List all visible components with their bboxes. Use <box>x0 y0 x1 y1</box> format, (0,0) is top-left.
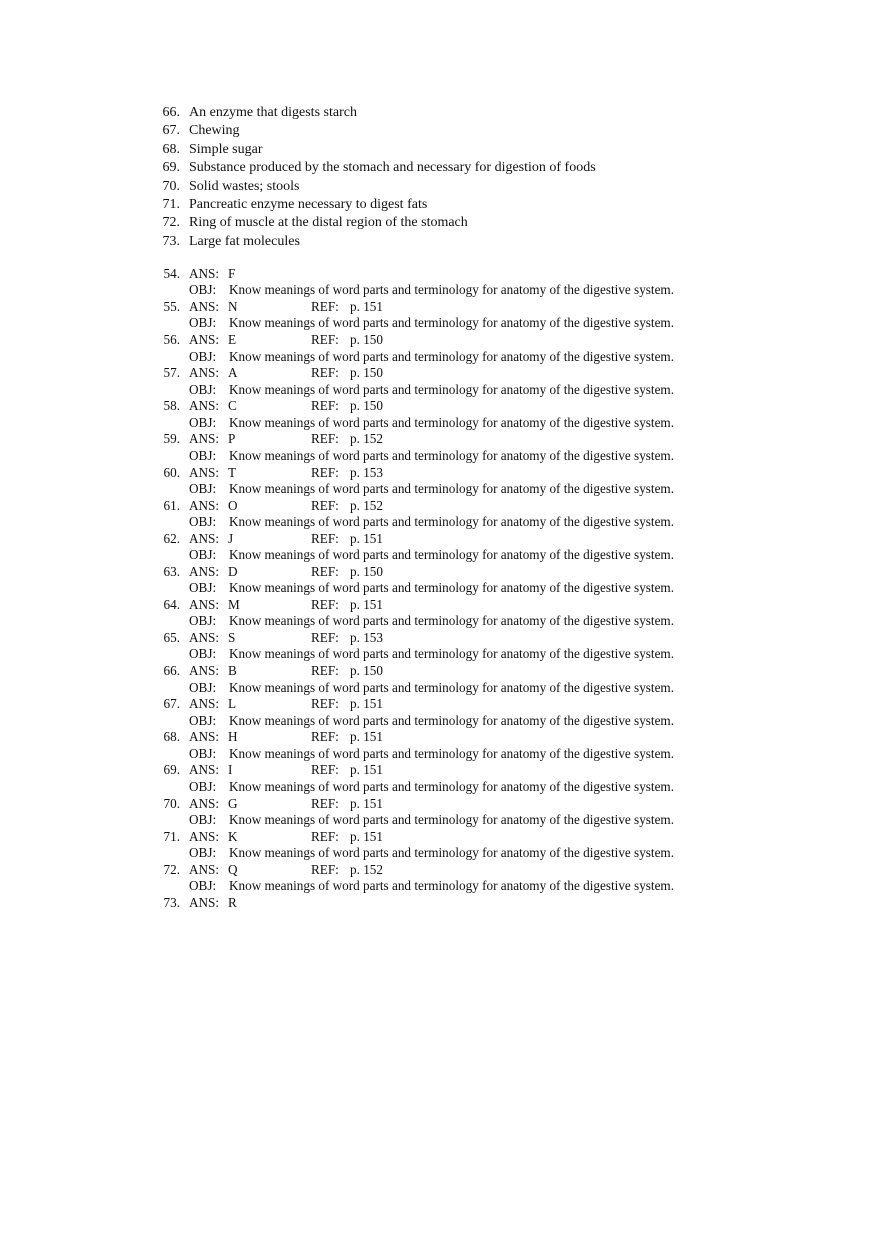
obj-text: Know meanings of word parts and terminology for anatomy of the digestive system. <box>229 646 674 662</box>
objective-line <box>0 481 880 497</box>
question-text: Large fat molecules <box>189 233 300 249</box>
ans-value: A <box>228 365 238 381</box>
ref-label: REF: <box>311 398 339 414</box>
answer-line <box>0 663 880 679</box>
ref-value: p. 151 <box>350 762 383 778</box>
answer-number: 56. <box>163 332 180 348</box>
question-item <box>0 159 880 177</box>
objective-line <box>0 382 880 398</box>
obj-label: OBJ: <box>189 613 217 629</box>
ref-label: REF: <box>311 729 339 745</box>
objective-line <box>0 415 880 431</box>
ans-label: ANS: <box>189 762 220 778</box>
answer-number: 67. <box>163 696 180 712</box>
answer-entry <box>0 332 880 365</box>
ref-value: p. 153 <box>350 464 383 480</box>
answer-line <box>0 729 880 745</box>
obj-text: Know meanings of word parts and terminology for anatomy of the digestive system. <box>229 745 674 761</box>
answer-entry <box>0 762 880 795</box>
answer-line <box>0 365 880 381</box>
ans-label: ANS: <box>189 729 220 745</box>
ref-value: p. 151 <box>350 530 383 546</box>
ref-value: p. 150 <box>350 563 383 579</box>
ans-value: N <box>228 299 238 315</box>
ans-value: Q <box>228 861 238 877</box>
answer-line <box>0 332 880 348</box>
ref-value: p. 152 <box>350 431 383 447</box>
answer-entry <box>0 829 880 862</box>
objective-line <box>0 713 880 729</box>
answer-line <box>0 895 880 911</box>
ans-value: M <box>228 596 240 612</box>
answer-entry <box>0 564 880 597</box>
ans-label: ANS: <box>189 861 220 877</box>
ans-label: ANS: <box>189 696 220 712</box>
answer-number: 73. <box>163 894 180 910</box>
question-number: 73. <box>162 233 180 249</box>
answer-line <box>0 862 880 878</box>
ans-label: ANS: <box>189 299 220 315</box>
obj-label: OBJ: <box>189 480 217 496</box>
ans-value: J <box>228 530 234 546</box>
obj-label: OBJ: <box>189 745 217 761</box>
answer-entry <box>0 796 880 829</box>
ref-value: p. 150 <box>350 398 383 414</box>
ans-label: ANS: <box>189 431 220 447</box>
question-text: Pancreatic enzyme necessary to digest fats <box>189 196 428 212</box>
ans-value: L <box>228 696 237 712</box>
ans-value: I <box>228 762 233 778</box>
answer-number: 54. <box>163 266 180 281</box>
ref-label: REF: <box>311 365 339 381</box>
ref-value: p. 150 <box>350 663 383 679</box>
ans-value: K <box>228 828 238 844</box>
answer-line <box>0 431 880 447</box>
answer-line <box>0 299 880 315</box>
obj-label: OBJ: <box>189 778 217 794</box>
question-item <box>0 196 880 214</box>
obj-label: OBJ: <box>189 712 217 728</box>
ref-label: REF: <box>311 431 339 447</box>
question-item <box>0 214 880 232</box>
question-item <box>0 122 880 140</box>
obj-text: Know meanings of word parts and terminology for anatomy of the digestive system. <box>229 679 674 695</box>
obj-label: OBJ: <box>189 348 217 364</box>
question-number: 71. <box>162 196 180 212</box>
ans-value: C <box>228 398 237 414</box>
ans-label: ANS: <box>189 563 220 579</box>
ref-value: p. 151 <box>350 729 383 745</box>
answer-entry <box>0 398 880 431</box>
obj-label: OBJ: <box>189 547 217 563</box>
obj-text: Know meanings of word parts and terminology for anatomy of the digestive system. <box>229 447 674 463</box>
objective-line <box>0 646 880 662</box>
question-number: 66. <box>162 105 180 120</box>
obj-label: OBJ: <box>189 414 217 430</box>
answer-number: 57. <box>163 365 180 381</box>
answer-number: 64. <box>163 596 180 612</box>
ans-value: E <box>228 332 237 348</box>
answer-entry <box>0 696 880 729</box>
ref-label: REF: <box>311 530 339 546</box>
objective-line <box>0 680 880 696</box>
answer-entry <box>0 299 880 332</box>
objective-line <box>0 746 880 762</box>
answer-line <box>0 630 880 646</box>
question-number: 69. <box>162 160 180 176</box>
answer-number: 60. <box>163 464 180 480</box>
objective-line <box>0 349 880 365</box>
ref-label: REF: <box>311 663 339 679</box>
answer-number: 61. <box>163 497 180 513</box>
obj-label: OBJ: <box>189 447 217 463</box>
ans-value: H <box>228 729 238 745</box>
obj-text: Know meanings of word parts and terminology for anatomy of the digestive system. <box>229 547 674 563</box>
ans-label: ANS: <box>189 332 220 348</box>
answer-entry <box>0 630 880 663</box>
answer-number: 55. <box>163 299 180 315</box>
question-number: 67. <box>162 123 180 139</box>
question-item <box>0 104 880 122</box>
ans-label: ANS: <box>189 398 220 414</box>
ref-label: REF: <box>311 630 339 646</box>
answer-line <box>0 696 880 712</box>
ans-value: R <box>228 894 237 910</box>
question-item <box>0 141 880 159</box>
obj-text: Know meanings of word parts and terminology for anatomy of the digestive system. <box>229 712 674 728</box>
answer-entry <box>0 729 880 762</box>
obj-label: OBJ: <box>189 811 217 827</box>
ref-value: p. 151 <box>350 795 383 811</box>
ans-label: ANS: <box>189 630 220 646</box>
obj-label: OBJ: <box>189 282 217 298</box>
answer-line <box>0 266 880 282</box>
answer-number: 66. <box>163 663 180 679</box>
answer-entry <box>0 597 880 630</box>
ref-value: p. 150 <box>350 332 383 348</box>
ref-value: p. 151 <box>350 299 383 315</box>
question-item <box>0 233 880 251</box>
ans-label: ANS: <box>189 266 220 281</box>
objective-line <box>0 282 880 298</box>
answer-entry <box>0 465 880 498</box>
ref-label: REF: <box>311 464 339 480</box>
obj-label: OBJ: <box>189 646 217 662</box>
question-text: Substance produced by the stomach and necessary for digestion of foods <box>189 160 596 176</box>
ref-value: p. 152 <box>350 497 383 513</box>
ref-value: p. 153 <box>350 630 383 646</box>
answer-number: 70. <box>163 795 180 811</box>
ref-label: REF: <box>311 332 339 348</box>
ans-label: ANS: <box>189 497 220 513</box>
objective-line <box>0 547 880 563</box>
answer-entry <box>0 663 880 696</box>
question-text: Solid wastes; stools <box>189 178 300 194</box>
answer-number: 68. <box>163 729 180 745</box>
answer-line <box>0 498 880 514</box>
obj-text: Know meanings of word parts and terminology for anatomy of the digestive system. <box>229 778 674 794</box>
ans-value: G <box>228 795 238 811</box>
ref-value: p. 150 <box>350 365 383 381</box>
obj-text: Know meanings of word parts and terminology for anatomy of the digestive system. <box>229 878 674 894</box>
answer-line <box>0 829 880 845</box>
ref-value: p. 151 <box>350 696 383 712</box>
ans-value: O <box>228 497 238 513</box>
answer-line <box>0 531 880 547</box>
obj-label: OBJ: <box>189 679 217 695</box>
obj-label: OBJ: <box>189 580 217 596</box>
ans-value: T <box>228 464 237 480</box>
obj-text: Know meanings of word parts and terminology for anatomy of the digestive system. <box>229 613 674 629</box>
answer-line <box>0 796 880 812</box>
obj-label: OBJ: <box>189 381 217 397</box>
obj-text: Know meanings of word parts and terminology for anatomy of the digestive system. <box>229 580 674 596</box>
objective-line <box>0 878 880 894</box>
obj-text: Know meanings of word parts and terminology for anatomy of the digestive system. <box>229 414 674 430</box>
obj-label: OBJ: <box>189 514 217 530</box>
ans-label: ANS: <box>189 464 220 480</box>
answer-number: 59. <box>163 431 180 447</box>
ans-label: ANS: <box>189 596 220 612</box>
ref-label: REF: <box>311 596 339 612</box>
obj-text: Know meanings of word parts and terminology for anatomy of the digestive system. <box>229 348 674 364</box>
answer-number: 62. <box>163 530 180 546</box>
ref-value: p. 151 <box>350 596 383 612</box>
ans-value: S <box>228 630 236 646</box>
ans-label: ANS: <box>189 663 220 679</box>
ans-label: ANS: <box>189 365 220 381</box>
answer-number: 71. <box>163 828 180 844</box>
ref-value: p. 152 <box>350 861 383 877</box>
obj-text: Know meanings of word parts and terminology for anatomy of the digestive system. <box>229 315 674 331</box>
question-text: Chewing <box>189 123 240 139</box>
answer-number: 58. <box>163 398 180 414</box>
answer-line <box>0 564 880 580</box>
ref-label: REF: <box>311 497 339 513</box>
obj-label: OBJ: <box>189 315 217 331</box>
obj-text: Know meanings of word parts and terminology for anatomy of the digestive system. <box>229 480 674 496</box>
question-text: Ring of muscle at the distal region of the stomach <box>189 215 468 231</box>
objective-line <box>0 779 880 795</box>
objective-line <box>0 448 880 464</box>
objective-line <box>0 812 880 828</box>
answer-entry <box>0 862 880 895</box>
answer-entry <box>0 431 880 464</box>
answer-line <box>0 762 880 778</box>
ans-value: D <box>228 563 238 579</box>
objective-line <box>0 514 880 530</box>
obj-label: OBJ: <box>189 878 217 894</box>
answer-entry <box>0 365 880 398</box>
answer-line <box>0 398 880 414</box>
ref-label: REF: <box>311 299 339 315</box>
ref-label: REF: <box>311 696 339 712</box>
objective-line <box>0 580 880 596</box>
answer-number: 69. <box>163 762 180 778</box>
objective-line <box>0 613 880 629</box>
ref-label: REF: <box>311 795 339 811</box>
ans-value: F <box>228 266 236 281</box>
question-number: 68. <box>162 141 180 157</box>
ans-value: P <box>228 431 236 447</box>
ref-value: p. 151 <box>350 828 383 844</box>
answer-entry <box>0 895 880 928</box>
question-number: 70. <box>162 178 180 194</box>
question-item <box>0 178 880 196</box>
obj-label: OBJ: <box>189 844 217 860</box>
answer-entry <box>0 266 880 299</box>
ref-label: REF: <box>311 861 339 877</box>
answer-number: 72. <box>163 861 180 877</box>
ans-label: ANS: <box>189 530 220 546</box>
objective-line <box>0 845 880 861</box>
ref-label: REF: <box>311 563 339 579</box>
objective-line <box>0 315 880 331</box>
obj-text: Know meanings of word parts and terminology for anatomy of the digestive system. <box>229 514 674 530</box>
answer-line <box>0 465 880 481</box>
ref-label: REF: <box>311 762 339 778</box>
answer-entry <box>0 498 880 531</box>
answer-number: 65. <box>163 630 180 646</box>
ans-label: ANS: <box>189 795 220 811</box>
obj-text: Know meanings of word parts and terminology for anatomy of the digestive system. <box>229 811 674 827</box>
question-text: Simple sugar <box>189 141 263 157</box>
question-number: 72. <box>162 215 180 231</box>
answer-key-list <box>0 266 880 928</box>
obj-text: Know meanings of word parts and terminology for anatomy of the digestive system. <box>229 381 674 397</box>
answer-line <box>0 597 880 613</box>
ref-label: REF: <box>311 828 339 844</box>
question-text: An enzyme that digests starch <box>189 105 357 120</box>
obj-text: Know meanings of word parts and terminology for anatomy of the digestive system. <box>229 282 674 298</box>
question-list <box>0 104 880 251</box>
obj-text: Know meanings of word parts and terminology for anatomy of the digestive system. <box>229 844 674 860</box>
ans-label: ANS: <box>189 828 220 844</box>
answer-number: 63. <box>163 563 180 579</box>
answer-entry <box>0 531 880 564</box>
ans-value: B <box>228 663 237 679</box>
ans-label: ANS: <box>189 894 220 910</box>
